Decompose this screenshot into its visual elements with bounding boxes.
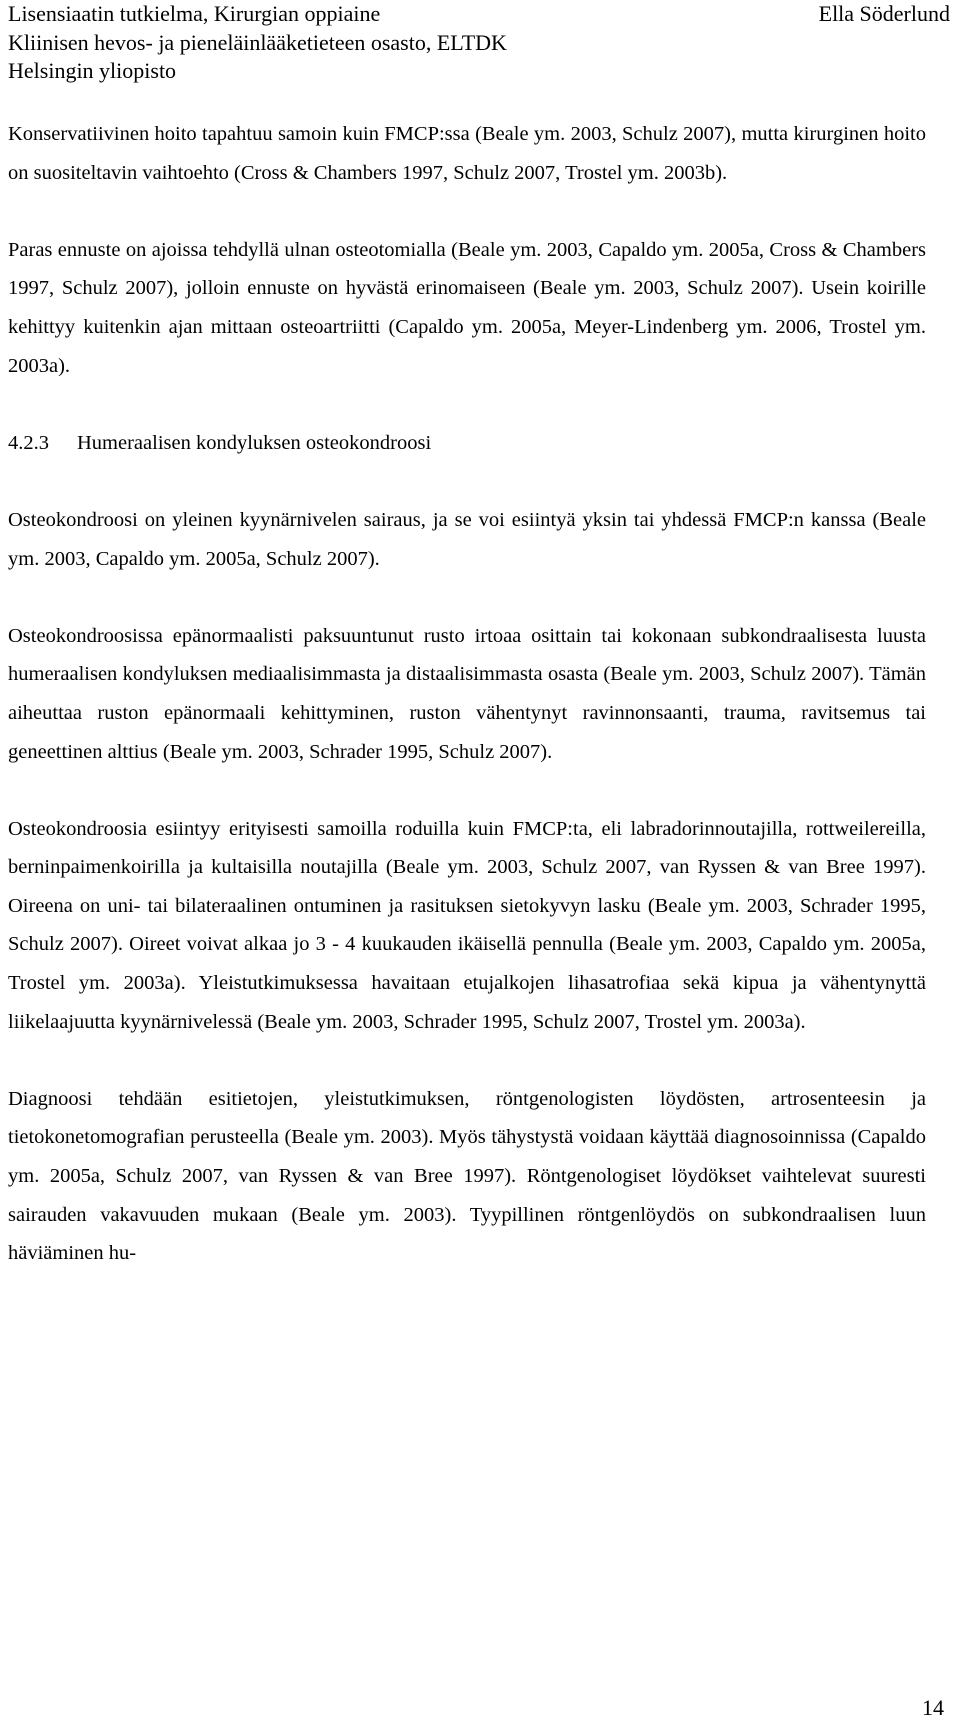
section-number: 4.2.3	[8, 431, 49, 454]
author-name: Ella Söderlund	[818, 1, 950, 26]
header-author	[819, 0, 950, 29]
paragraph-pathogenesis: Osteokondroosissa epänormaalisti paksuuntunut rusto irtoaa osittain tai kokonaan subkondraalisesta luusta humeraalisen kondyluksen mediaalisimmasta ja distaalisimmasta osasta (Beale ym. 2003, Schulz 2007). Tämän aiheuttaa ruston epänormaali kehittyminen, ruston vähentynyt ravinnonsaanti, trauma, ravitsemus tai geneettinen alttius (Beale ym. 2003, Schrader 1995, Schulz 2007).	[8, 624, 926, 763]
paragraph-diagnosis: Diagnoosi tehdään esitietojen, yleistutkimuksen, röntgenologisten löydösten, artrosenteesin ja tietokonetomografian perusteella (Beale ym. 2003). Myös tähystystä voidaan käyttää diagnosoinnissa (Capaldo ym. 2005a, Schulz 2007, van Ryssen & van Bree 1997). Röntgenologiset löydökset vaihtelevat suuresti sairauden vakavuuden mukaan (Beale ym. 2003). Tyypillinen röntgenlöydös on subkondraalisen luun häviäminen hu-	[8, 1087, 926, 1265]
header-line-thesis: Lisensiaatin tutkielma, Kirurgian oppiaine	[8, 1, 381, 26]
paragraph-osteochondrosis-intro: Osteokondroosi on yleinen kyynärnivelen sairaus, ja se voi esiintyä yksin tai yhdessä FMCP:n kanssa (Beale ym. 2003, Capaldo ym. 2005a, Schulz 2007).	[8, 508, 926, 570]
paragraph-prognosis: Paras ennuste on ajoissa tehdyllä ulnan osteotomialla (Beale ym. 2003, Capaldo ym. 2005a, Cross & Chambers 1997, Schulz 2007), jolloin ennuste on hyvästä erinomaiseen (Beale ym. 2003, Schulz 2007). Usein koirille kehittyy kuitenkin ajan mittaan osteoartriitti (Capaldo ym. 2005a, Meyer-Lindenberg ym. 2006, Trostel ym. 2003a).	[8, 238, 926, 377]
header-line-university: Helsingin yliopisto	[8, 58, 177, 83]
document-body	[8, 115, 926, 1311]
page-header	[8, 0, 952, 90]
paragraph-conservative-treatment: Konservatiivinen hoito tapahtuu samoin kuin FMCP:ssa (Beale ym. 2003, Schulz 2007), mutta kirurginen hoito on suositeltavin vaihtoehto (Cross & Chambers 1997, Schulz 2007, Trostel ym. 2003b).	[8, 123, 926, 184]
header-line-department: Kliinisen hevos- ja pieneläinlääketieteen osasto, ELTDK	[8, 29, 507, 55]
page-number: 14	[922, 1695, 944, 1720]
paragraph-breeds-symptoms: Osteokondroosia esiintyy erityisesti samoilla roduilla kuin FMCP:ta, eli labradorinnoutajilla, rottweilereilla, berninpaimenkoirilla ja kultaisilla noutajilla (Beale ym. 2003, Schulz 2007, van Ryssen & van Bree 1997). Oireena on uni- tai bilateraalinen ontuminen ja rasituksen sietokyvyn lasku (Beale ym. 2003, Schrader 1995, Schulz 2007). Oireet voivat alkaa jo 3 - 4 kuukauden ikäisellä pennulla (Beale ym. 2003, Capaldo ym. 2005a, Trostel ym. 2003a). Yleistutkimuksessa havaitaan etujalkojen lihasatrofiaa sekä kipua ja vähentynyttä liikelaajuutta kyynärnivelessä (Beale ym. 2003, Schrader 1995, Schulz 2007, Trostel ym. 2003a).	[8, 817, 926, 1033]
section-title: Humeraalisen kondyluksen osteokondroosi	[77, 431, 432, 454]
section-heading	[8, 424, 926, 463]
header-institution	[8, 0, 507, 86]
